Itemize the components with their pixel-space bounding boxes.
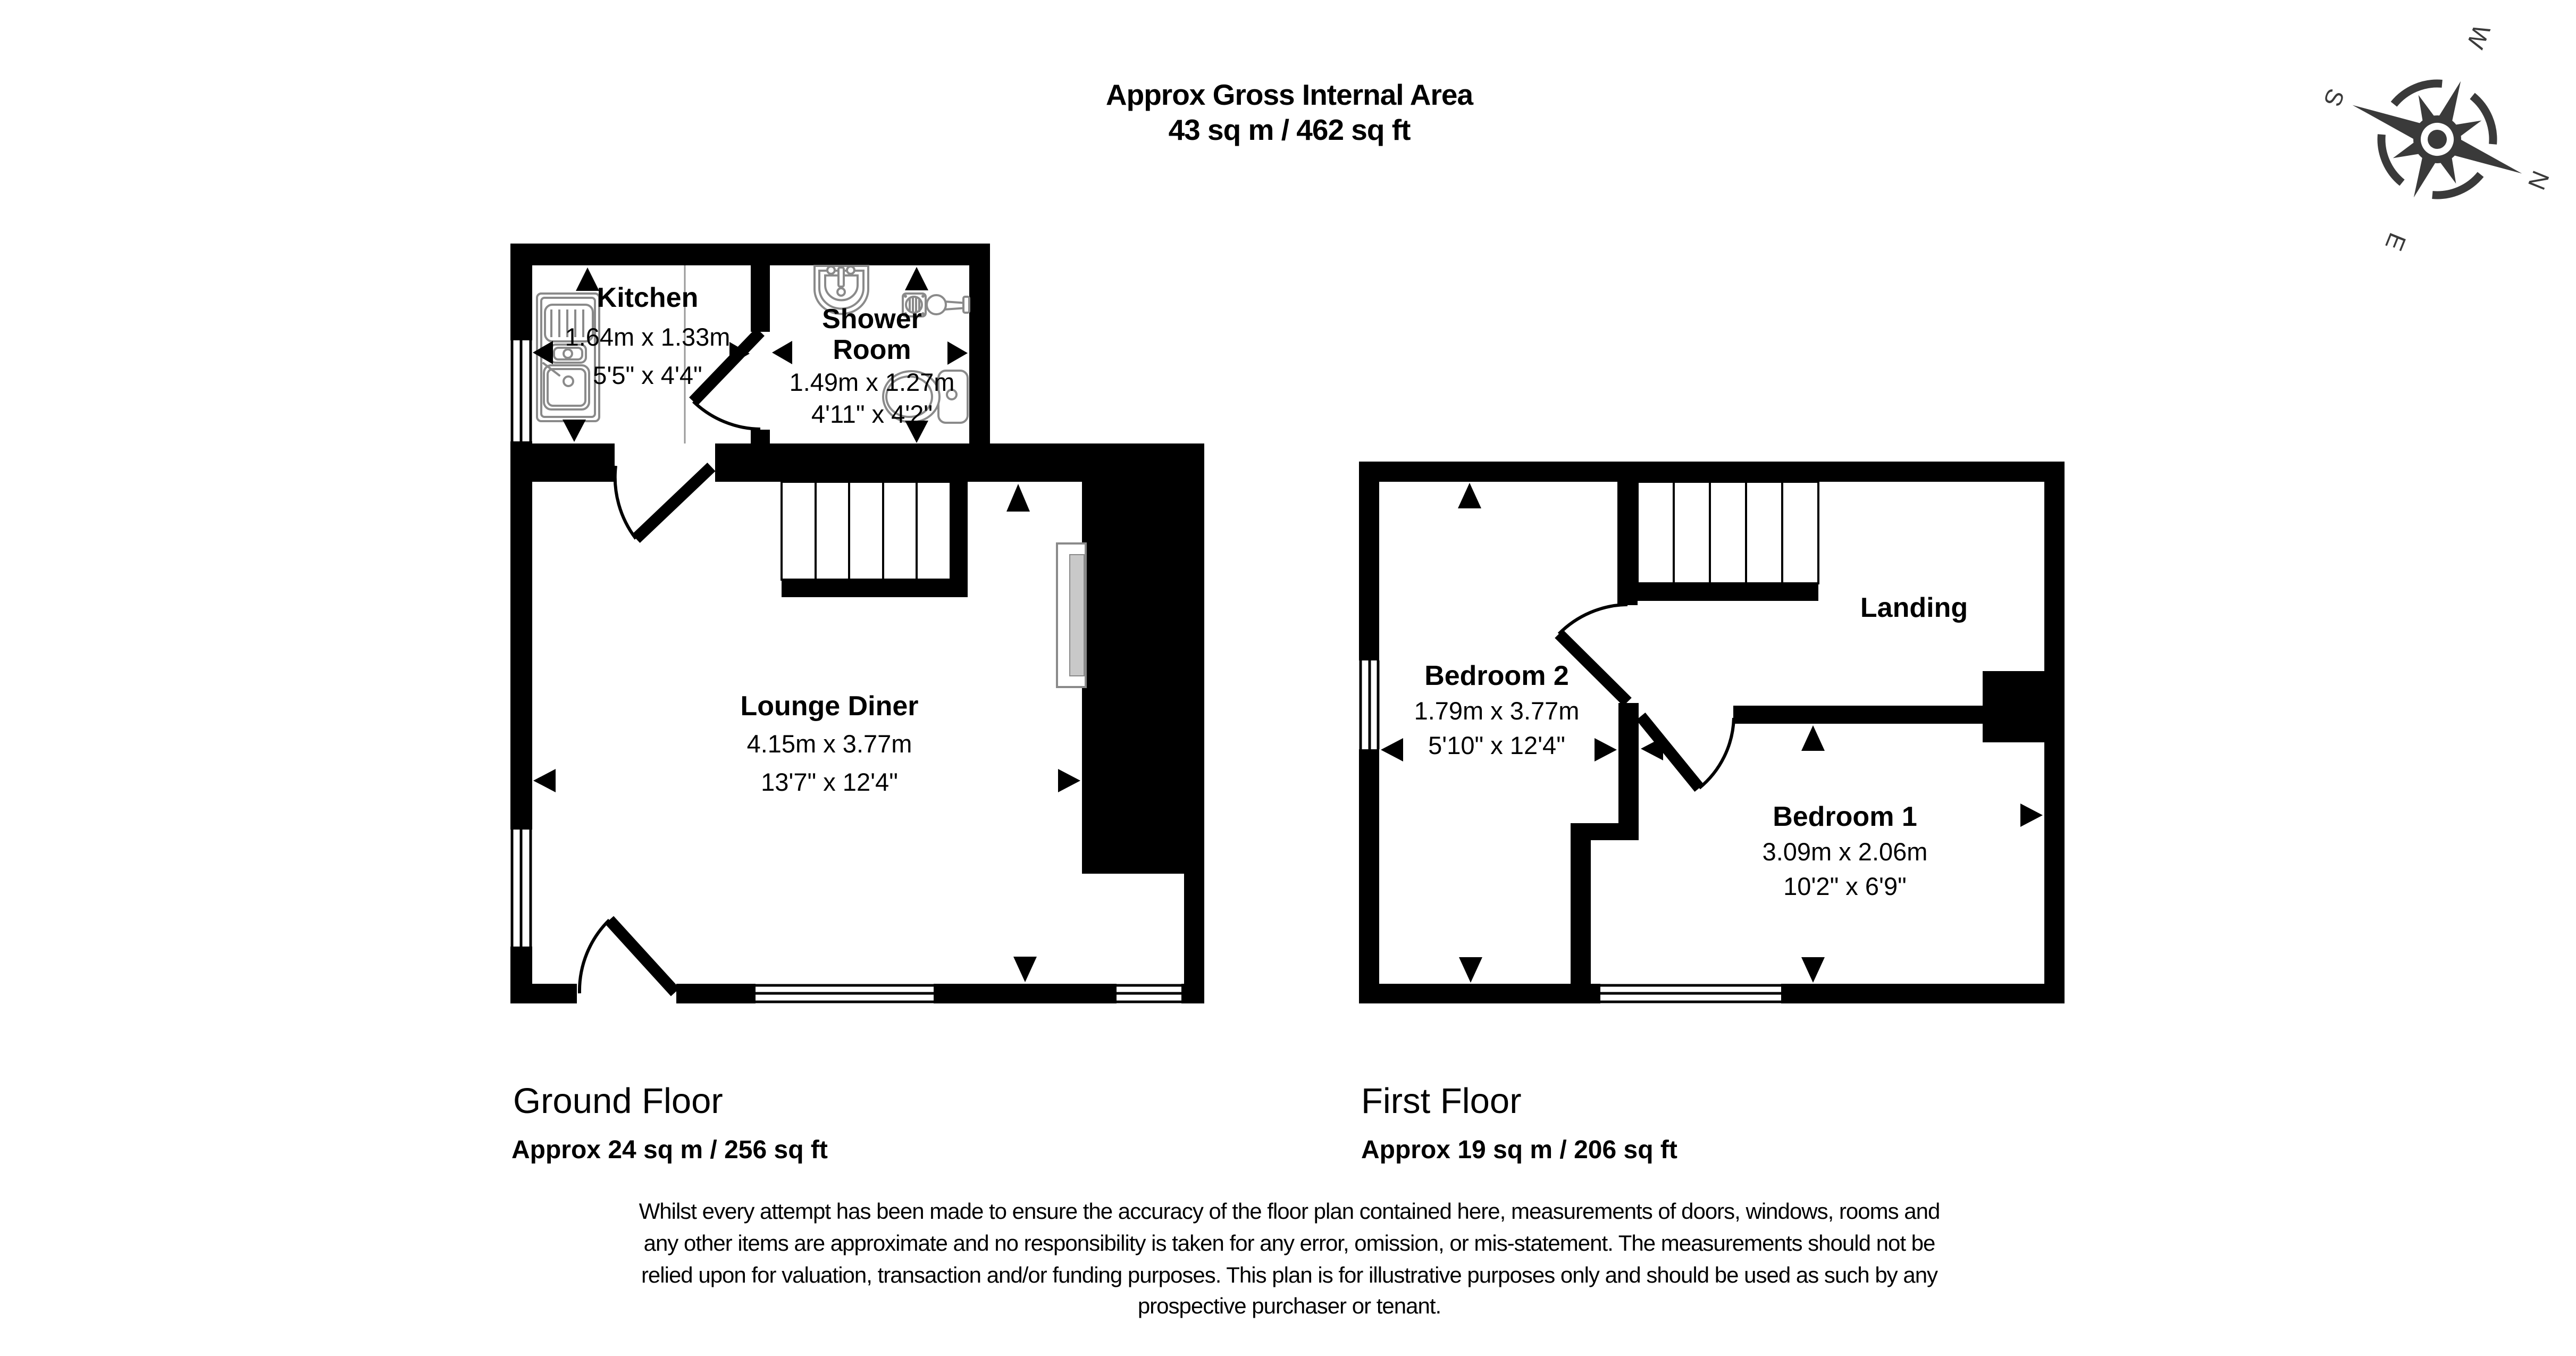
floor-area: Approx 19 sq m / 206 sq ft — [1361, 1136, 1677, 1164]
chimney-breast — [1983, 671, 2045, 742]
room-imperial: 5'10" x 12'4" — [1428, 731, 1565, 759]
page-title — [1106, 78, 1474, 146]
wall-divider — [1571, 823, 1639, 840]
wall — [510, 443, 615, 482]
wall — [1781, 984, 2065, 1003]
room-imperial: 13'7" x 12'4" — [761, 768, 898, 796]
ground-floor-plan — [509, 244, 1204, 1004]
room-name: Lounge Diner — [740, 691, 919, 722]
window — [756, 983, 934, 1004]
floor-name: First Floor — [1361, 1081, 1522, 1121]
compass-south: S — [2318, 85, 2351, 111]
landing-label: Landing — [1860, 592, 1968, 623]
ground-floor-caption — [511, 1081, 828, 1164]
bedroom1-label — [1763, 801, 1928, 900]
disclaimer — [639, 1199, 1940, 1318]
room-name: Bedroom 2 — [1424, 660, 1569, 691]
wall-divider — [1618, 703, 1639, 823]
shower-room-label — [790, 304, 955, 428]
floor-area: Approx 24 sq m / 256 sq ft — [511, 1136, 828, 1164]
wall-divider — [751, 265, 770, 332]
disclaimer-line: prospective purchaser or tenant. — [1137, 1293, 1441, 1318]
room-imperial: 10'2" x 6'9" — [1783, 872, 1907, 900]
room-name: Room — [833, 334, 911, 365]
wall — [510, 984, 577, 1003]
first-floor-plan — [1357, 462, 2065, 1004]
window — [1357, 660, 1381, 749]
room-imperial: 4'11" x 4'2" — [811, 400, 933, 428]
room-name: Bedroom 1 — [1773, 801, 1917, 832]
room-metric: 4.15m x 3.77m — [746, 730, 912, 758]
first-floor-caption — [1361, 1081, 1677, 1164]
disclaimer-line: relied upon for valuation, transaction and/or funding purposes. This plan is for illustrative purposes only and should be used as such by any — [641, 1262, 1938, 1287]
staircase — [782, 482, 968, 597]
door-front — [580, 920, 675, 993]
wall-divider — [751, 430, 770, 446]
room-metric: 3.09m x 2.06m — [1762, 838, 1928, 866]
fireplace-icon — [1057, 543, 1086, 687]
gross-area-value: 43 sq m / 462 sq ft — [1168, 113, 1411, 146]
chimney-breast — [1082, 457, 1204, 874]
wall — [510, 244, 990, 265]
window — [1600, 983, 1781, 1004]
compass-west: W — [2461, 21, 2496, 53]
window — [509, 340, 534, 441]
wall — [1359, 462, 2065, 482]
wall-divider — [1571, 840, 1591, 984]
lounge-diner-label — [740, 691, 918, 796]
room-name: Kitchen — [597, 282, 699, 313]
room-metric: 1.49m x 1.27m — [789, 368, 955, 396]
wall — [1359, 984, 1600, 1003]
bedroom2-label — [1414, 660, 1580, 759]
wall — [676, 984, 756, 1003]
disclaimer-line: any other items are approximate and no responsibility is taken for any error, omission, or mis-statement. The measurements should not be — [643, 1231, 1935, 1255]
window — [509, 830, 534, 947]
compass-rose — [2277, 0, 2576, 296]
room-metric: 1.64m x 1.33m — [565, 323, 731, 351]
wall — [2044, 462, 2065, 1003]
wall — [1181, 984, 1204, 1003]
compass-east: E — [2380, 229, 2412, 255]
wall — [934, 984, 1117, 1003]
compass-north: N — [2522, 167, 2555, 194]
floor-name: Ground Floor — [513, 1081, 723, 1121]
shower-head-icon — [927, 295, 969, 314]
window — [1117, 983, 1181, 1004]
staircase — [1617, 462, 1818, 605]
gross-area-title: Approx Gross Internal Area — [1105, 78, 1473, 111]
door-lounge — [615, 466, 711, 539]
room-metric: 1.79m x 3.77m — [1414, 697, 1580, 725]
door-bedroom2 — [1559, 605, 1627, 702]
disclaimer-line: Whilst every attempt has been made to ensure the accuracy of the floor plan contained here, measurements of doors, windows, rooms and — [639, 1199, 1940, 1224]
room-imperial: 5'5" x 4'4" — [593, 361, 702, 389]
room-name: Shower — [822, 304, 922, 334]
wall — [1733, 706, 1994, 724]
